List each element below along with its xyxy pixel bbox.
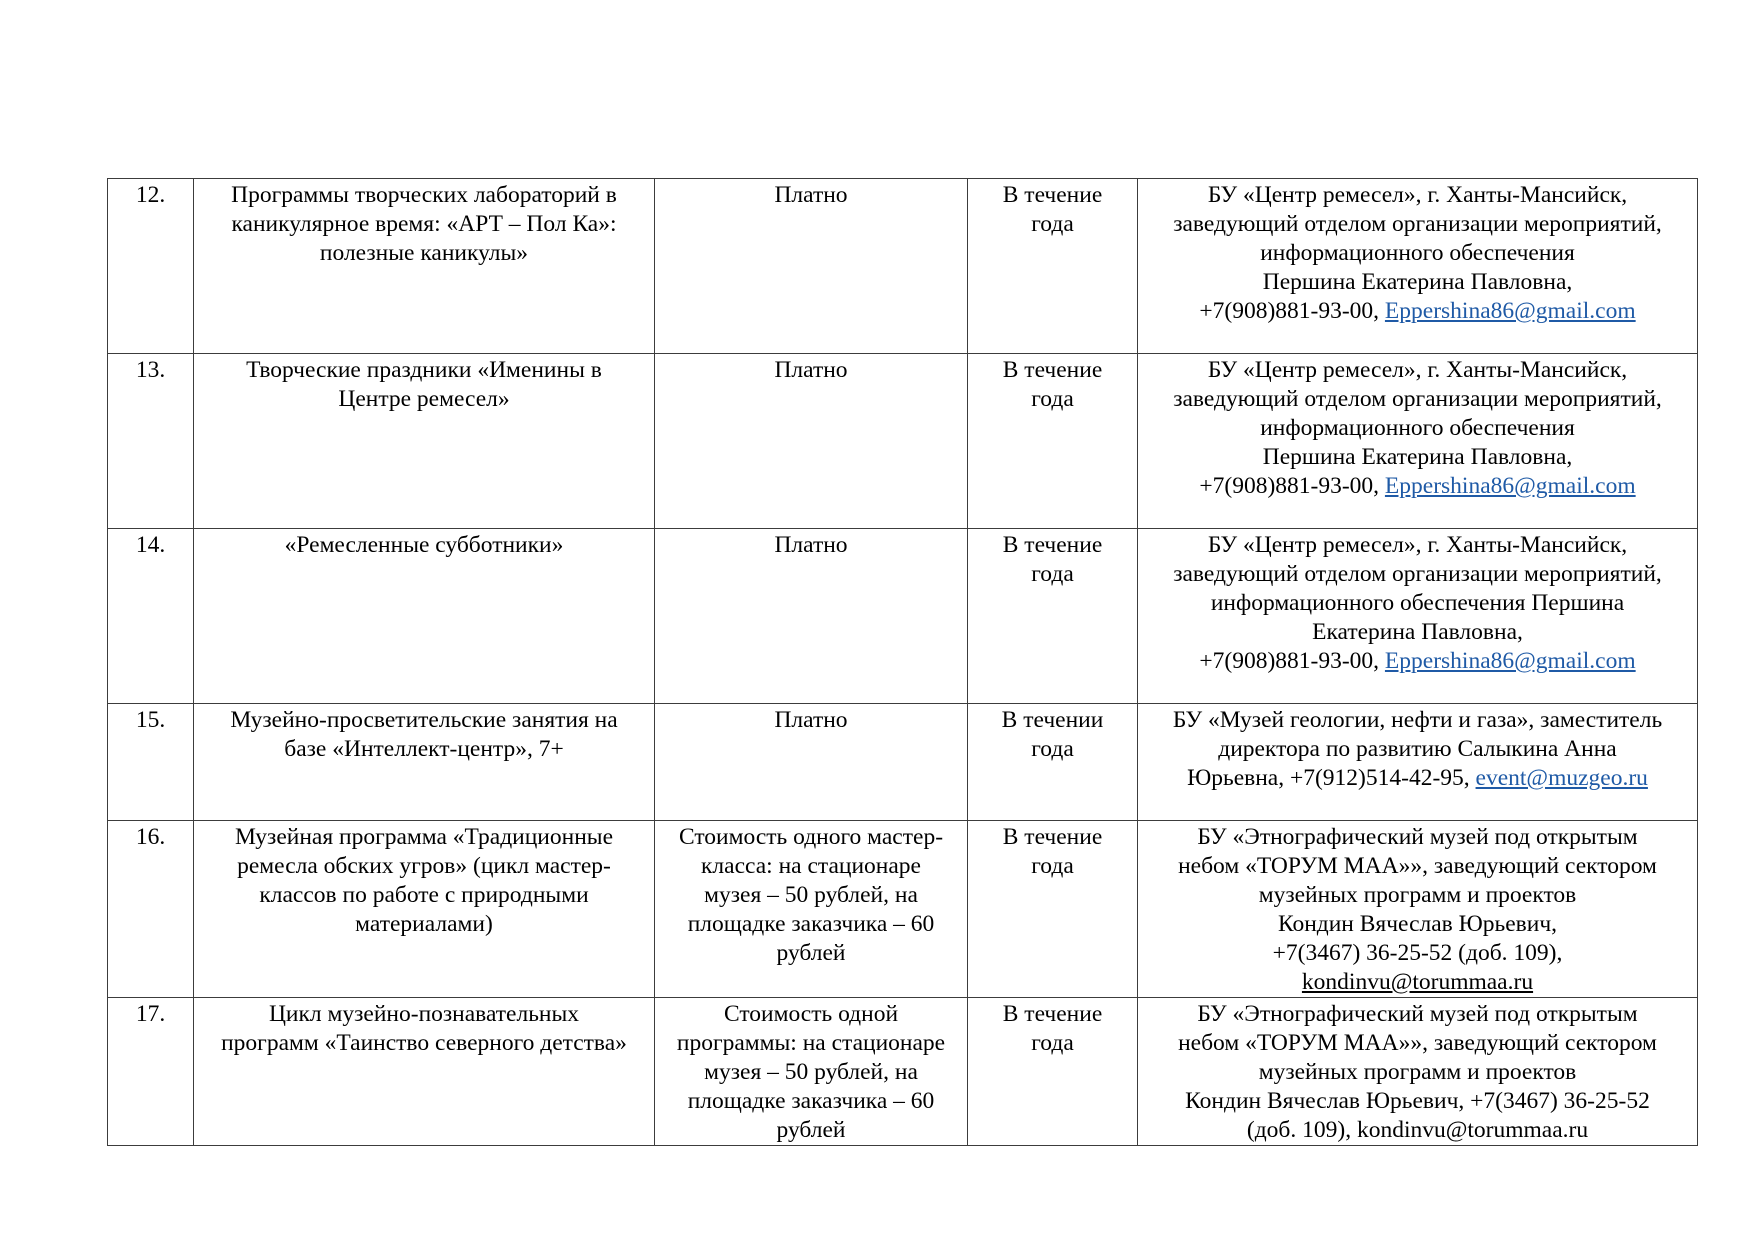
price-text: Платно: [774, 707, 848, 733]
event-name-line: каникулярное время: «АРТ – Пол Ка»:: [231, 211, 617, 237]
price-cell: [655, 354, 968, 529]
row-number-cell: [108, 529, 194, 704]
table-row: [108, 179, 1698, 354]
term-text: года: [1031, 561, 1074, 587]
contact-phone: +7(908)881-93-00,: [1199, 473, 1385, 499]
price-text: площадке заказчика – 60: [687, 911, 935, 937]
email-link[interactable]: Eppershina86@gmail.com: [1384, 648, 1636, 674]
row-number-cell: [108, 354, 194, 529]
contact-line: +7(3467) 36-25-52 (доб. 109),: [1272, 940, 1563, 966]
contact-cell: [1138, 998, 1698, 1146]
price-text: рублей: [776, 1117, 846, 1143]
row-number: 15.: [135, 707, 166, 733]
price-text: класса: на стационаре: [701, 853, 921, 879]
term-text: В течение: [1002, 182, 1103, 208]
table-row: [108, 354, 1698, 529]
row-number-cell: [108, 704, 194, 821]
contact-line: информационного обеспечения Першина: [1210, 590, 1625, 616]
events-table: [107, 178, 1698, 1146]
row-number-cell: [108, 179, 194, 354]
contact-line: директора по развитию Салыкина Анна: [1218, 736, 1617, 762]
price-text: музея – 50 рублей, на: [704, 1059, 918, 1085]
contact-line: заведующий отделом организации мероприятий,: [1173, 386, 1662, 412]
table-row: [108, 998, 1698, 1146]
event-name-line: программ «Таинство северного детства»: [221, 1030, 627, 1056]
event-name-line: Программы творческих лабораторий в: [231, 182, 617, 208]
email-link[interactable]: Eppershina86@gmail.com: [1384, 298, 1636, 324]
event-name-line: ремесла обских угров» (цикл мастер-: [237, 853, 611, 879]
price-cell: [655, 704, 968, 821]
contact-line: музейных программ и проектов: [1258, 882, 1577, 908]
contact-line: БУ «Центр ремесел», г. Ханты-Мансийск,: [1207, 357, 1628, 383]
price-cell: [655, 998, 968, 1146]
term-text: года: [1031, 736, 1074, 762]
table-row: [108, 821, 1698, 998]
term-text: В течение: [1002, 357, 1103, 383]
contact-line: БУ «Этнографический музей под открытым: [1197, 1001, 1638, 1027]
term-text: В течении: [1001, 707, 1104, 733]
contact-line: БУ «Музей геологии, нефти и газа», заместитель: [1172, 707, 1663, 733]
term-text: года: [1031, 1030, 1074, 1056]
event-name-cell: [194, 821, 655, 998]
price-text: рублей: [776, 940, 846, 966]
contact-line: Кондин Вячеслав Юрьевич, +7(3467) 36-25-52: [1185, 1088, 1650, 1114]
row-number: 13.: [135, 357, 166, 383]
contact-line: Екатерина Павловна,: [1312, 619, 1523, 645]
email-text[interactable]: kondinvu@torummaa.ru: [1301, 969, 1534, 995]
row-number: 16.: [135, 824, 166, 850]
contact-line: информационного обеспечения: [1260, 240, 1575, 266]
event-name-cell: [194, 529, 655, 704]
event-name-line: классов по работе с природными: [259, 882, 589, 908]
term-text: года: [1031, 386, 1074, 412]
price-text: программы: на стационаре: [676, 1030, 946, 1056]
term-cell: [968, 704, 1138, 821]
event-name-cell: [194, 998, 655, 1146]
price-cell: [655, 821, 968, 998]
term-text: года: [1031, 853, 1074, 879]
email-link[interactable]: event@muzgeo.ru: [1475, 765, 1648, 791]
contact-line: БУ «Центр ремесел», г. Ханты-Мансийск,: [1207, 182, 1628, 208]
term-cell: [968, 179, 1138, 354]
contact-line: БУ «Этнографический музей под открытым: [1197, 824, 1638, 850]
contact-line: небом «ТОРУМ МАА»», заведующий сектором: [1178, 853, 1657, 879]
event-name-cell: [194, 704, 655, 821]
price-cell: [655, 529, 968, 704]
contact-line: небом «ТОРУМ МАА»», заведующий сектором: [1178, 1030, 1657, 1056]
contact-cell: [1138, 529, 1698, 704]
term-text: В течение: [1002, 532, 1103, 558]
term-cell: [968, 998, 1138, 1146]
contact-phone: +7(908)881-93-00,: [1199, 648, 1385, 674]
term-text: года: [1031, 211, 1074, 237]
contact-line: заведующий отделом организации мероприятий,: [1173, 211, 1662, 237]
price-text: Стоимость одного мастер-: [678, 824, 944, 850]
event-name-line: Творческие праздники «Именины в: [246, 357, 602, 383]
email-link[interactable]: Eppershina86@gmail.com: [1384, 473, 1636, 499]
contact-line: информационного обеспечения: [1260, 415, 1575, 441]
event-name-line: Музейная программа «Традиционные: [234, 824, 614, 850]
price-cell: [655, 179, 968, 354]
contact-cell: [1138, 354, 1698, 529]
event-name-line: Музейно-просветительские занятия на: [230, 707, 618, 733]
contact-phone: +7(908)881-93-00,: [1199, 298, 1385, 324]
contact-line: Кондин Вячеслав Юрьевич,: [1277, 911, 1558, 937]
price-text: площадке заказчика – 60: [687, 1088, 935, 1114]
term-cell: [968, 529, 1138, 704]
table-row: [108, 704, 1698, 821]
event-name-line: материалами): [355, 911, 493, 937]
term-cell: [968, 821, 1138, 998]
price-text: Платно: [774, 182, 848, 208]
contact-cell: [1138, 821, 1698, 998]
row-number: 12.: [135, 182, 166, 208]
row-number-cell: [108, 998, 194, 1146]
event-name-cell: [194, 179, 655, 354]
contact-line: музейных программ и проектов: [1258, 1059, 1577, 1085]
contact-line: (доб. 109), kondinvu@torummaa.ru: [1246, 1117, 1589, 1143]
price-text: Платно: [774, 532, 848, 558]
row-number: 17.: [135, 1001, 166, 1027]
event-name-line: полезные каникулы»: [319, 240, 529, 266]
term-cell: [968, 354, 1138, 529]
contact-line: БУ «Центр ремесел», г. Ханты-Мансийск,: [1207, 532, 1628, 558]
term-text: В течение: [1002, 824, 1103, 850]
event-name-cell: [194, 354, 655, 529]
contact-line: заведующий отделом организации мероприятий,: [1173, 561, 1662, 587]
price-text: Платно: [774, 357, 848, 383]
contact-line: Першина Екатерина Павловна,: [1262, 444, 1573, 470]
row-number-cell: [108, 821, 194, 998]
contact-cell: [1138, 179, 1698, 354]
contact-cell: [1138, 704, 1698, 821]
row-number: 14.: [135, 532, 166, 558]
event-name-line: «Ремесленные субботники»: [284, 532, 564, 558]
event-name-line: базе «Интеллект-центр», 7+: [284, 736, 564, 762]
contact-phone: Юрьевна, +7(912)514-42-95,: [1187, 765, 1476, 791]
price-text: музея – 50 рублей, на: [704, 882, 918, 908]
term-text: В течение: [1002, 1001, 1103, 1027]
event-name-line: Центре ремесел»: [338, 386, 510, 412]
price-text: Стоимость одной: [723, 1001, 899, 1027]
contact-line: Першина Екатерина Павловна,: [1262, 269, 1573, 295]
table-row: [108, 529, 1698, 704]
event-name-line: Цикл музейно-познавательных: [268, 1001, 580, 1027]
